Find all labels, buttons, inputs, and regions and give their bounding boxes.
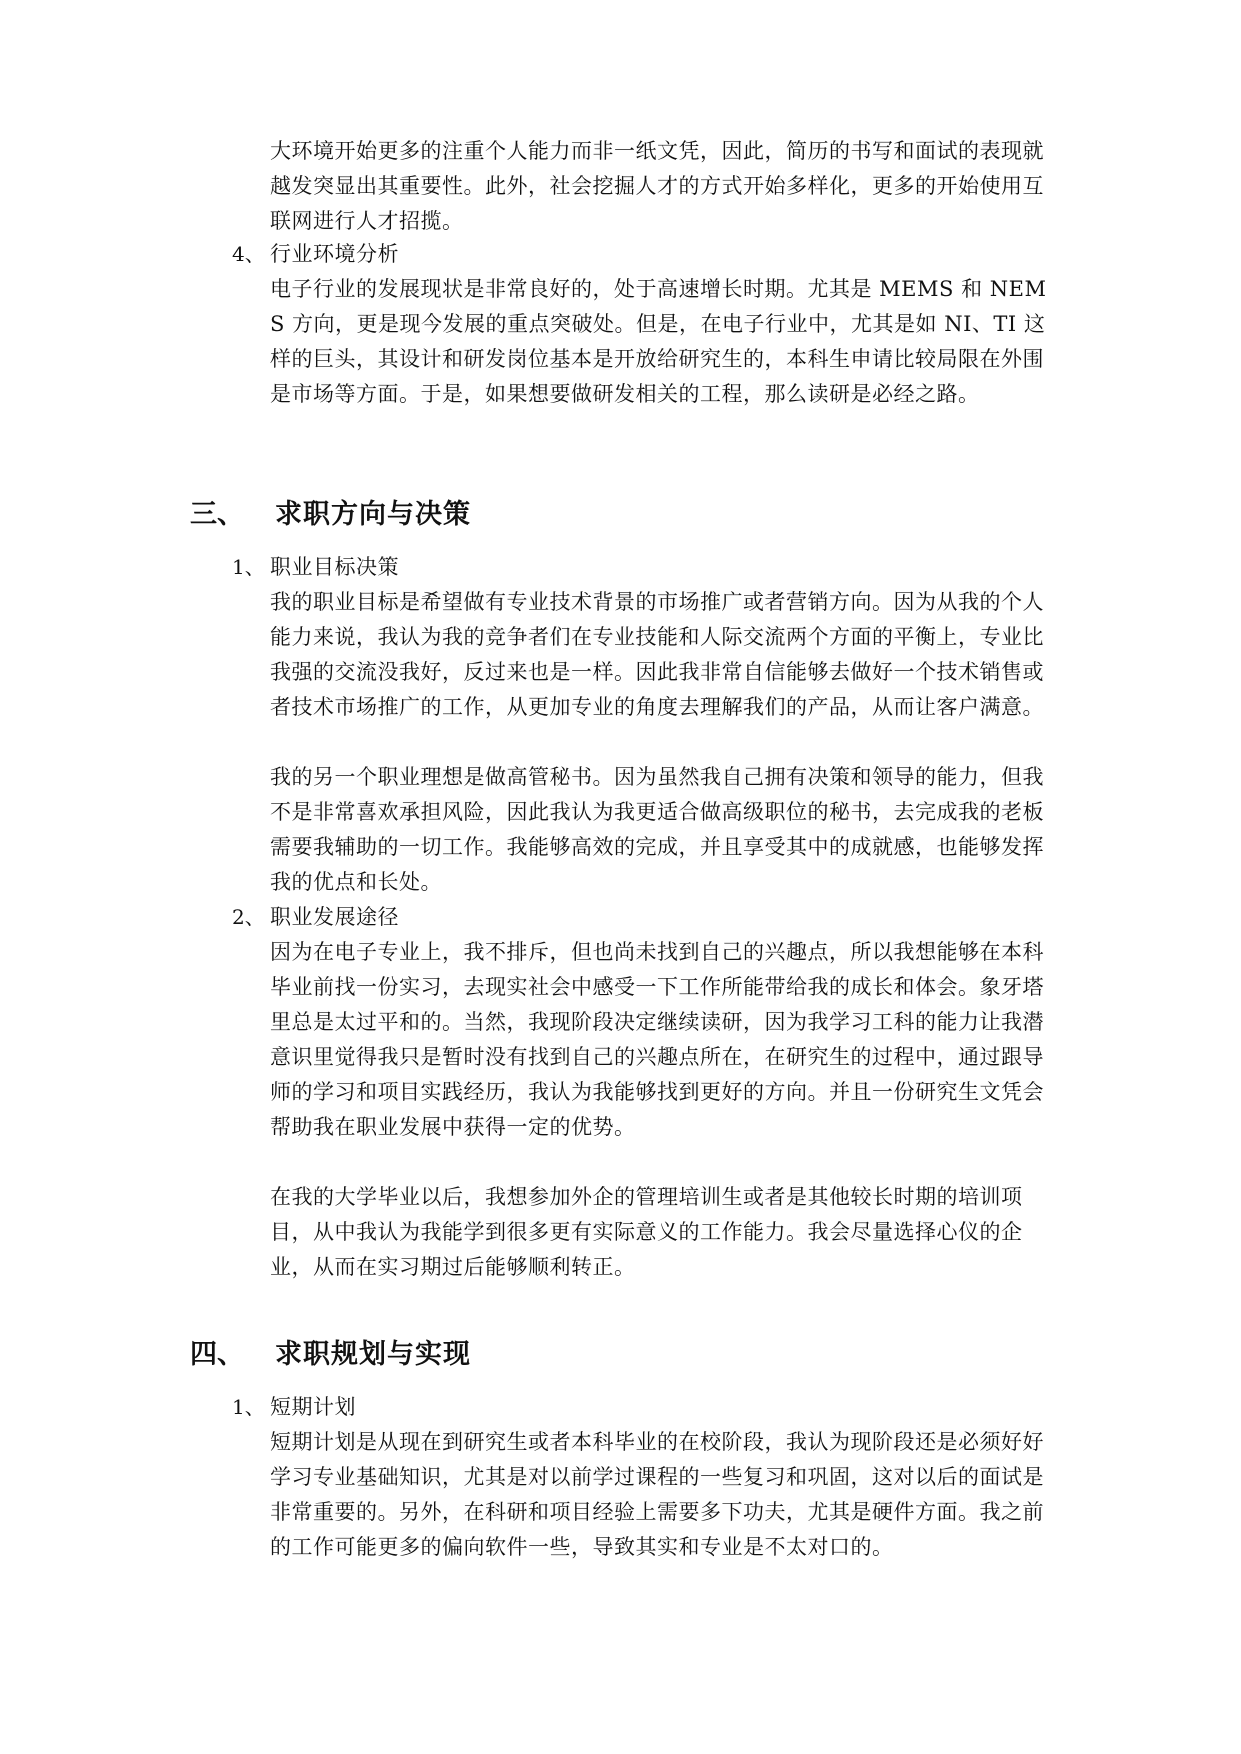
- subsection-title-goal: 职业目标决策: [270, 555, 399, 579]
- subsection-title-short-term: 短期计划: [270, 1395, 356, 1419]
- subsection-number-path: 2、: [232, 905, 265, 929]
- subsection-title-path: 职业发展途径: [270, 905, 399, 929]
- subsection-number-goal: 1、: [232, 555, 265, 579]
- paragraph-goal-1: 我的职业目标是希望做有专业技术背景的市场推广或者营销方向。因为从我的个人能力来说，我认为我的竞争者们在专业技能和人际交流两个方面的平衡上，专业比我强的交流没我好，反过来也是一样。因此我非常自信能够去做好一个技术销售或者技术市场推广的工作，从更加专业的角度去理解我们的产品，从而让客户满意。: [270, 590, 1044, 719]
- subsection-title-industry: 行业环境分析: [270, 242, 399, 266]
- paragraph-path-2: 在我的大学毕业以后，我想参加外企的管理培训生或者是其他较长时期的培训项目，从中我认为我能学到很多更有实际意义的工作能力。我会尽量选择心仪的企业，从而在实习期过后能够顺利转正。: [270, 1185, 1023, 1279]
- paragraph-industry: 电子行业的发展现状是非常良好的，处于高速增长时期。尤其是 MEMS 和 NEMS 方向，更是现今发展的重点突破处。但是，在电子行业中，尤其是如 NI、TI 这样的巨头，其设计和研发岗位基本是开放给研究生的，本科生申请比较局限在外围是市场等方面。于是，如果想要做研发相关的工程，那么读研是必经之路。: [270, 277, 1047, 406]
- paragraph-goal-2: 我的另一个职业理想是做高管秘书。因为虽然我自己拥有决策和领导的能力，但我不是非常喜欢承担风险，因此我认为我更适合做高级职位的秘书，去完成我的老板需要我辅助的一切工作。我能够高效的完成，并且享受其中的成就感，也能够发挥我的优点和长处。: [270, 765, 1044, 894]
- section-number-4: 四、: [190, 1339, 244, 1370]
- subsection-number-industry: 4、: [232, 242, 265, 266]
- paragraph-intro: 大环境开始更多的注重个人能力而非一纸文凭，因此，简历的书写和面试的表现就越发突显出其重要性。此外，社会挖掘人才的方式开始多样化，更多的开始使用互联网进行人才招揽。: [270, 139, 1044, 233]
- subsection-number-short-term: 1、: [232, 1395, 265, 1419]
- section-title-3: 求职方向与决策: [275, 499, 471, 530]
- paragraph-path-1: 因为在电子专业上，我不排斥，但也尚未找到自己的兴趣点，所以我想能够在本科毕业前找一份实习，去现实社会中感受一下工作所能带给我的成长和体会。象牙塔里总是太过平和的。当然，我现阶段决定继续读研，因为我学习工科的能力让我潜意识里觉得我只是暂时没有找到自己的兴趣点所在，在研究生的过程中，通过跟导师的学习和项目实践经历，我认为我能够找到更好的方向。并且一份研究生文凭会帮助我在职业发展中获得一定的优势。: [270, 940, 1044, 1139]
- paragraph-short-term: 短期计划是从现在到研究生或者本科毕业的在校阶段，我认为现阶段还是必须好好学习专业基础知识，尤其是对以前学过课程的一些复习和巩固，这对以后的面试是非常重要的。另外，在科研和项目经验上需要多下功夫，尤其是硬件方面。我之前的工作可能更多的偏向软件一些，导致其实和专业是不太对口的。: [270, 1430, 1044, 1559]
- section-title-4: 求职规划与实现: [275, 1339, 471, 1370]
- section-number-3: 三、: [190, 499, 244, 530]
